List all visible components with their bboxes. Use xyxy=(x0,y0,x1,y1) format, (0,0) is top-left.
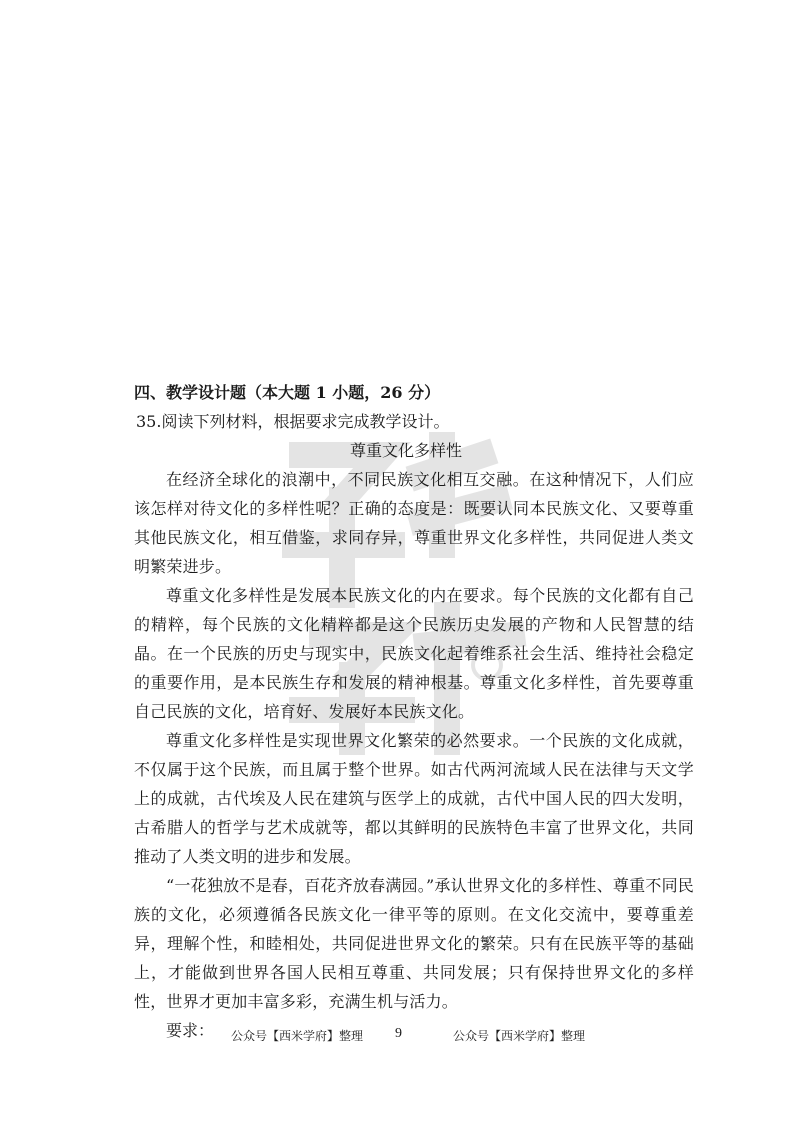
section-heading: 四、教学设计题（本大题 1 小题，26 分） xyxy=(134,383,441,402)
requirement-label: 要求： xyxy=(166,1021,215,1040)
article-paragraph: 尊重文化多样性是实现世界文化繁荣的必然要求。一个民族的文化成就，不仅属于这个民族，而且属于整个世界。如古代两河流域人民在法律与天文学上的成就，古代埃及人民在建筑与医学上的成就，古代中国人民的四大发明，古希腊人的哲学与艺术成就等，都以其鲜明的民族特色丰富了世界文化，共同推动了人类文明的进步和发展。 xyxy=(134,731,694,866)
article-title: 尊重文化多样性 xyxy=(349,441,462,460)
footer-source-right: 公众号【西米学府】整理 xyxy=(453,1029,586,1043)
question-prompt: 35.阅读下列材料，根据要求完成教学设计。 xyxy=(136,412,450,431)
article-paragraph: “一花独放不是春，百花齐放春满园。”承认世界文化的多样性、尊重不同民族的文化，必须遵循各民族文化一律平等的原则。在文化交流中，要尊重差异，理解个性，和睦相处，共同促进世界文化的繁荣。只有在民族平等的基础上，才能做到世界各国人民相互尊重、共同发展；只有保持世界文化的多样性，世界才更加丰富多彩，充满生机与活力。 xyxy=(134,876,694,1011)
question-section xyxy=(134,378,694,1045)
article-paragraph: 尊重文化多样性是发展本民族文化的内在要求。每个民族的文化都有自己的精粹，每个民族的文化精粹都是这个民族历史发展的产物和人民智慧的结晶。在一个民族的历史与现实中，民族文化起着维系社会生活、维持社会稳定的重要作用，是本民族生存和发展的精神根基。尊重文化多样性，首先要尊重自己民族的文化，培育好、发展好本民族文化。 xyxy=(134,586,694,721)
page-number: 9 xyxy=(395,1026,402,1041)
article-paragraph: 在经济全球化的浪潮中，不同民族文化相互交融。在这种情况下，人们应该怎样对待文化的多样性呢？正确的态度是：既要认同本民族文化、又要尊重其他民族文化，相互借鉴，求同存异，尊重世界文化多样性，共同促进人类文明繁荣进步。 xyxy=(134,470,694,576)
footer-source-left: 公众号【西米学府】整理 xyxy=(231,1029,364,1043)
